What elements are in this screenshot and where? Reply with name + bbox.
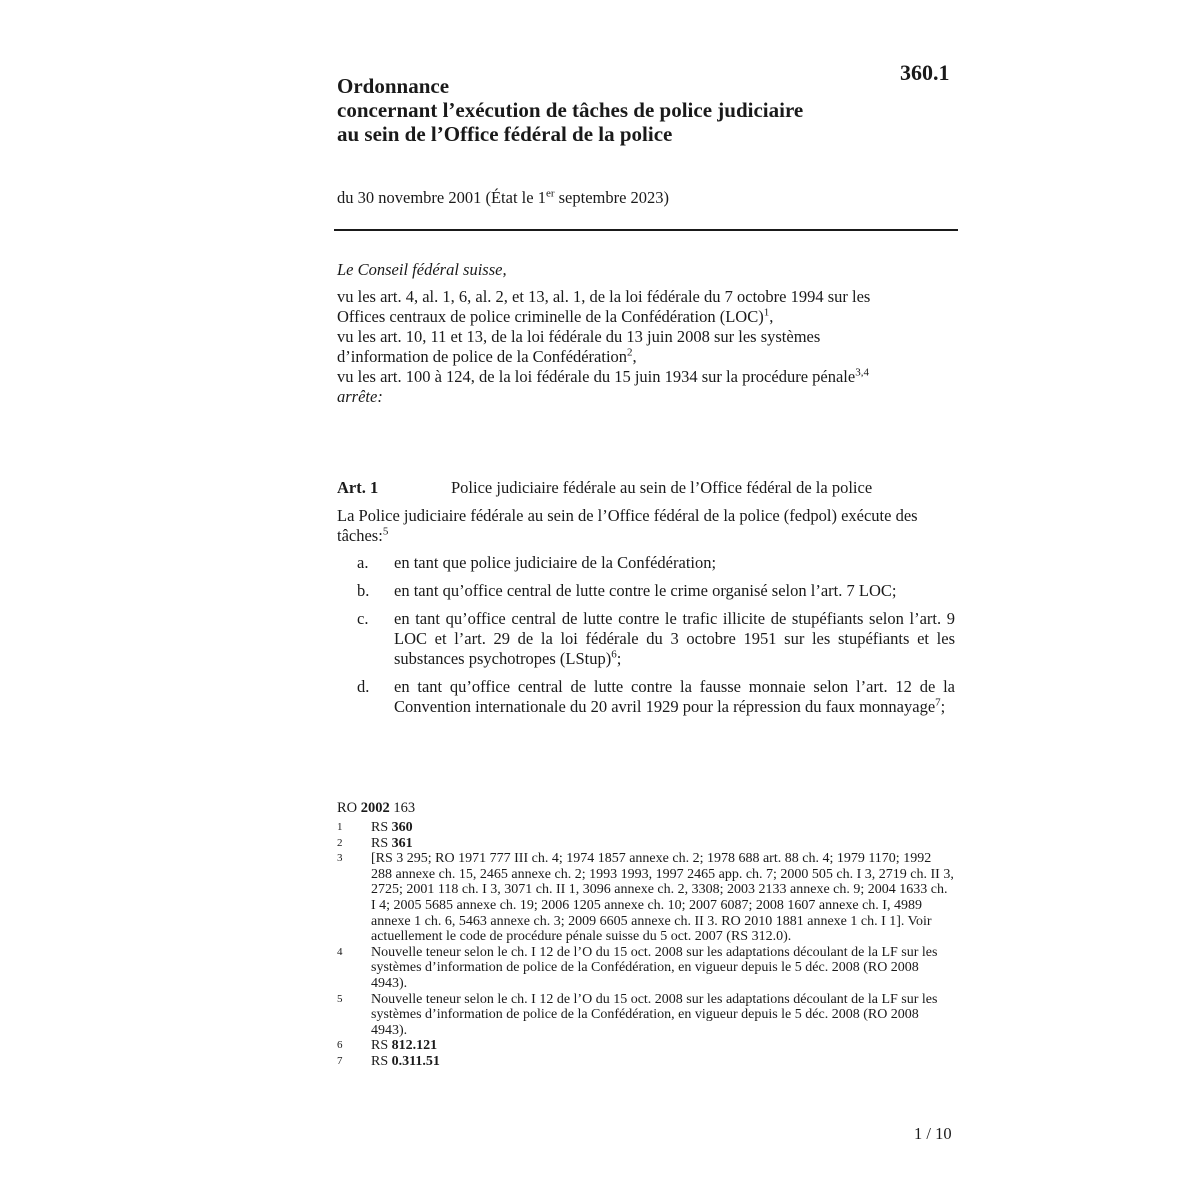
article-list	[337, 553, 957, 725]
list-item-label: b.	[357, 581, 370, 600]
footnote-number: 4	[337, 945, 343, 958]
footnote-number: 2	[337, 836, 343, 849]
article-intro	[337, 506, 955, 546]
preamble-text: vu les art. 100 à 124, de la loi fédérale du 15 juin 1934 sur la procédure pénale	[337, 367, 856, 386]
footnote-number: 6	[337, 1039, 343, 1052]
list-item-end: ;	[940, 697, 946, 716]
list-item-body: en tant qu’office central de lutte contre le trafic illicite de stupéfiants selon l’art. 9 LOC et l’art. 29 de la loi fédérale du 3 octobre 1951 sur les stupéfiants et les substances psychotropes (LStup)	[394, 609, 955, 668]
footnote-text	[371, 1038, 955, 1054]
footnote-text	[371, 820, 955, 836]
footnote	[337, 836, 957, 852]
article-title: Police judiciaire fédérale au sein de l’Office fédéral de la police	[451, 478, 873, 497]
footnote-ref[interactable]: 1	[763, 306, 770, 319]
footnote	[337, 945, 957, 992]
list-item	[337, 677, 957, 717]
list-item-text	[394, 581, 955, 601]
footnote-prefix: RS	[371, 835, 392, 851]
footnote-ref[interactable]: 3,4	[855, 366, 869, 379]
source-year: 2002	[360, 800, 390, 816]
preamble-basis-2	[337, 327, 957, 367]
preamble-basis-3	[337, 367, 957, 387]
footnote-ref[interactable]: 5	[382, 525, 389, 538]
header-divider	[334, 229, 958, 231]
preamble-authority: Le Conseil fédéral suisse,	[337, 260, 507, 279]
footnote-text	[371, 1054, 955, 1070]
list-item-body: en tant qu’office central de lutte contre le crime organisé selon l’art. 7 LOC;	[394, 581, 897, 600]
footnote	[337, 992, 957, 1039]
article-intro-text: La Police judiciaire fédérale au sein de l’Office fédéral de la police (fedpol) exécute des tâches:	[337, 506, 918, 545]
footnote-ref-number: 361	[391, 835, 413, 851]
footnote-number: 1	[337, 821, 343, 833]
list-item-text	[394, 553, 955, 573]
footnote-ref[interactable]: 6	[611, 648, 617, 661]
list-item-text	[394, 609, 955, 669]
footnote-ref[interactable]: 7	[935, 696, 941, 709]
page-number: 1 / 10	[914, 1124, 952, 1143]
preamble-text: vu les art. 10, 11 et 13, de la loi fédérale du 13 juin 2008 sur les systèmes	[337, 327, 821, 346]
preamble-text: Offices centraux de police criminelle de la Confédération (LOC)	[337, 307, 764, 326]
footnote-number: 3	[337, 852, 343, 865]
list-item-body: en tant qu’office central de lutte contre la fausse monnaie selon l’art. 12 de la Convention internationale du 20 avril 1929 pour la répression du faux monnayage	[394, 677, 955, 716]
source-prefix: RO	[337, 800, 361, 816]
article-number: Art. 1	[337, 478, 379, 497]
list-item	[337, 609, 957, 669]
footnote	[337, 1054, 957, 1070]
date-suffix: septembre 2023)	[554, 188, 670, 207]
footnote-text: Nouvelle teneur selon le ch. I 12 de l’O du 15 oct. 2008 sur les adaptations découlant de la LF sur les systèmes d’information de police de la Confédération, en vigueur depuis le 5 déc. 2008 (RO 2008 4943).	[371, 944, 938, 991]
preamble-text: d’information de police de la Confédération	[337, 347, 628, 366]
document-date	[337, 188, 669, 208]
preamble-text: ,	[632, 347, 637, 366]
footnote	[337, 1038, 957, 1054]
preamble-text: ,	[769, 307, 774, 326]
rs-number: 360.1	[900, 60, 950, 85]
footnote-ref-number: 360	[391, 820, 413, 835]
title-line-3: au sein de l’Office fédéral de la police	[337, 122, 673, 146]
footnote-text: Nouvelle teneur selon le ch. I 12 de l’O du 15 oct. 2008 sur les adaptations découlant de la LF sur les systèmes d’information de police de la Confédération, en vigueur depuis le 5 déc. 2008 (RO 2008 4943).	[371, 991, 938, 1038]
document-title	[337, 74, 897, 146]
date-sup: er	[545, 187, 555, 200]
title-line-1: Ordonnance	[337, 74, 450, 98]
footnote-text	[371, 836, 955, 852]
footnote-prefix: RS	[371, 1038, 392, 1054]
footnote-ref-number: 812.121	[391, 1038, 438, 1054]
footnote	[337, 851, 957, 945]
list-item-label: a.	[357, 553, 369, 572]
source-page: 163	[389, 800, 416, 816]
footnotes	[337, 820, 957, 1070]
list-item	[337, 553, 957, 573]
title-line-2: concernant l’exécution de tâches de police judiciaire	[337, 98, 804, 122]
list-item-label: c.	[357, 609, 369, 628]
footnote-number: 5	[337, 992, 343, 1005]
list-item-label: d.	[357, 677, 370, 696]
footnote-prefix: RS	[371, 1053, 392, 1069]
official-source	[337, 800, 415, 817]
list-item-end: ;	[616, 649, 622, 668]
preamble	[337, 260, 957, 407]
preamble-basis-1	[337, 287, 957, 327]
list-item-text	[394, 677, 955, 717]
footnote-number: 7	[337, 1054, 343, 1067]
footnote-ref[interactable]: 2	[627, 346, 633, 359]
footnote	[337, 820, 957, 836]
preamble-decree: arrête:	[337, 387, 383, 406]
date-prefix: du 30 novembre 2001 (État le 1	[337, 188, 546, 207]
footnote-ref-number: 0.311.51	[391, 1053, 440, 1069]
list-item	[337, 581, 957, 601]
list-item-body: en tant que police judiciaire de la Confédération;	[394, 553, 717, 572]
footnote-text: [RS 3 295; RO 1971 777 III ch. 4; 1974 1857 annexe ch. 2; 1978 688 art. 88 ch. 4; 1979 1170; 1992 288 annexe ch. 15, 2465 annexe ch. 2; 1993 1993, 1997 2465 app. ch. 7; 2000 505 ch. I 3, 2719 ch. II 3, 2725; 2001 118 ch. I 3, 3071 ch. II 1, 3096 annexe ch. 2, 3308; 2003 2133 annexe ch. 9; 2004 1633 ch. I 4; 2005 5685 annexe ch. 19; 2006 1205 annexe ch. 10; 2007 6087; 2008 1607 annexe ch. I, 4989 annexe 1 ch. 6, 5463 annexe ch. 3; 2009 6605 annexe ch. II 3. RO 2010 1881 annexe 1 ch. I 1]. Voir actuellement le code de procédure pénale suisse du 5 oct. 2007 (RS 312.0).	[371, 851, 954, 945]
preamble-text: vu les art. 4, al. 1, 6, al. 2, et 13, al. 1, de la loi fédérale du 7 octobre 1994 sur les	[337, 287, 871, 306]
footnote-prefix: RS	[371, 820, 392, 835]
